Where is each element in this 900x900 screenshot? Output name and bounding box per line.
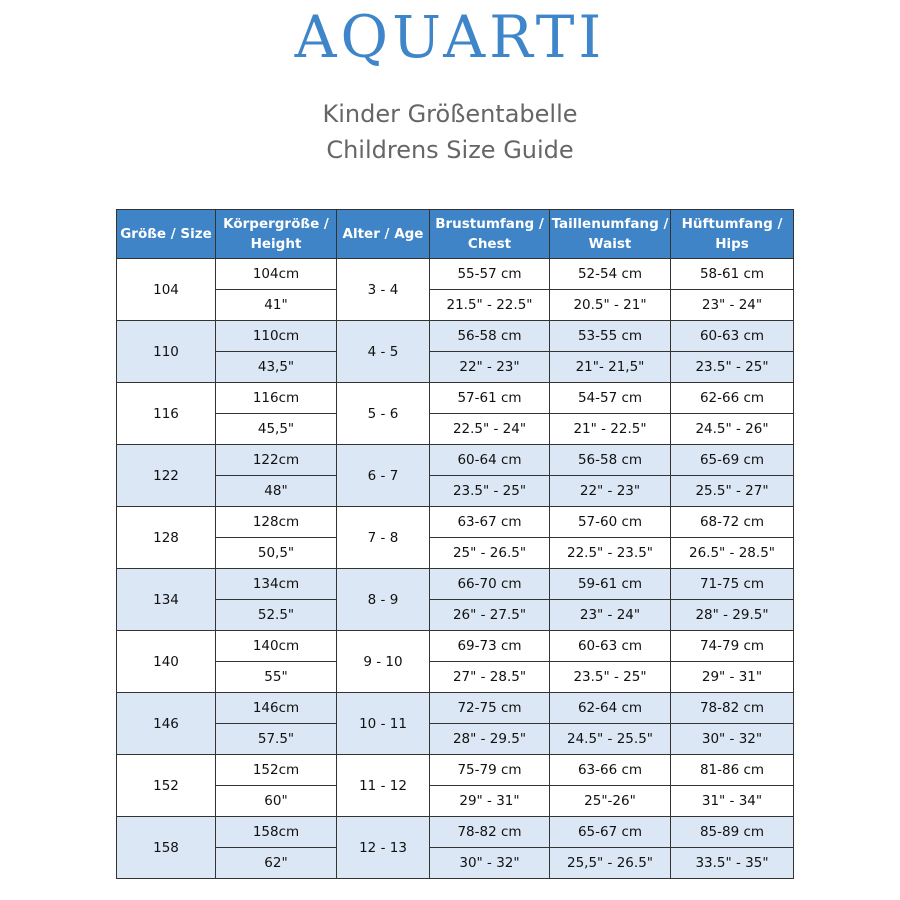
waist-in-cell: 25,5" - 26.5" bbox=[550, 848, 671, 879]
height-cm-cell: 158cm bbox=[216, 817, 337, 848]
chest-in-cell: 21.5" - 22.5" bbox=[430, 290, 550, 321]
brand-logo: AQUARTI bbox=[294, 3, 606, 71]
table-row bbox=[117, 724, 794, 755]
table-row bbox=[117, 569, 794, 600]
chest-in-cell: 22.5" - 24" bbox=[430, 414, 550, 445]
waist-in-cell: 23.5" - 25" bbox=[550, 662, 671, 693]
chest-in-cell: 28" - 29.5" bbox=[430, 724, 550, 755]
hips-in-cell: 23" - 24" bbox=[671, 290, 794, 321]
age-cell: 5 - 6 bbox=[337, 383, 430, 445]
waist-in-cell: 24.5" - 25.5" bbox=[550, 724, 671, 755]
hips-cm-cell: 62-66 cm bbox=[671, 383, 794, 414]
header-size: Größe / Size bbox=[117, 210, 216, 259]
table-row bbox=[117, 321, 794, 352]
table-row bbox=[117, 693, 794, 724]
age-cell: 8 - 9 bbox=[337, 569, 430, 631]
height-cm-cell: 104cm bbox=[216, 259, 337, 290]
hips-in-cell: 28" - 29.5" bbox=[671, 600, 794, 631]
size-guide-table bbox=[116, 209, 794, 879]
hips-in-cell: 24.5" - 26" bbox=[671, 414, 794, 445]
height-cm-cell: 110cm bbox=[216, 321, 337, 352]
waist-cm-cell: 53-55 cm bbox=[550, 321, 671, 352]
table-row bbox=[117, 445, 794, 476]
hips-cm-cell: 58-61 cm bbox=[671, 259, 794, 290]
waist-in-cell: 25"-26" bbox=[550, 786, 671, 817]
height-cm-cell: 116cm bbox=[216, 383, 337, 414]
table-row bbox=[117, 259, 794, 290]
waist-in-cell: 21" - 22.5" bbox=[550, 414, 671, 445]
hips-cm-cell: 85-89 cm bbox=[671, 817, 794, 848]
table-row bbox=[117, 848, 794, 879]
height-in-cell: 55" bbox=[216, 662, 337, 693]
age-cell: 10 - 11 bbox=[337, 693, 430, 755]
waist-in-cell: 22" - 23" bbox=[550, 476, 671, 507]
height-in-cell: 50,5" bbox=[216, 538, 337, 569]
chest-in-cell: 23.5" - 25" bbox=[430, 476, 550, 507]
hips-in-cell: 30" - 32" bbox=[671, 724, 794, 755]
age-cell: 3 - 4 bbox=[337, 259, 430, 321]
size-cell: 104 bbox=[117, 259, 216, 321]
hips-in-cell: 29" - 31" bbox=[671, 662, 794, 693]
table-row bbox=[117, 817, 794, 848]
hips-in-cell: 33.5" - 35" bbox=[671, 848, 794, 879]
chest-cm-cell: 56-58 cm bbox=[430, 321, 550, 352]
hips-in-cell: 23.5" - 25" bbox=[671, 352, 794, 383]
height-cm-cell: 128cm bbox=[216, 507, 337, 538]
size-cell: 158 bbox=[117, 817, 216, 879]
waist-cm-cell: 54-57 cm bbox=[550, 383, 671, 414]
chest-cm-cell: 69-73 cm bbox=[430, 631, 550, 662]
title-english: Childrens Size Guide bbox=[326, 136, 574, 164]
hips-in-cell: 26.5" - 28.5" bbox=[671, 538, 794, 569]
height-in-cell: 45,5" bbox=[216, 414, 337, 445]
size-cell: 140 bbox=[117, 631, 216, 693]
height-in-cell: 62" bbox=[216, 848, 337, 879]
size-cell: 152 bbox=[117, 755, 216, 817]
size-cell: 122 bbox=[117, 445, 216, 507]
height-cm-cell: 134cm bbox=[216, 569, 337, 600]
age-cell: 6 - 7 bbox=[337, 445, 430, 507]
height-cm-cell: 152cm bbox=[216, 755, 337, 786]
height-in-cell: 48" bbox=[216, 476, 337, 507]
waist-cm-cell: 63-66 cm bbox=[550, 755, 671, 786]
table-row bbox=[117, 476, 794, 507]
chest-in-cell: 26" - 27.5" bbox=[430, 600, 550, 631]
hips-cm-cell: 68-72 cm bbox=[671, 507, 794, 538]
height-cm-cell: 146cm bbox=[216, 693, 337, 724]
table-row bbox=[117, 755, 794, 786]
chest-in-cell: 25" - 26.5" bbox=[430, 538, 550, 569]
table-row bbox=[117, 507, 794, 538]
age-cell: 7 - 8 bbox=[337, 507, 430, 569]
table-row bbox=[117, 600, 794, 631]
hips-in-cell: 25.5" - 27" bbox=[671, 476, 794, 507]
hips-cm-cell: 74-79 cm bbox=[671, 631, 794, 662]
height-in-cell: 60" bbox=[216, 786, 337, 817]
height-in-cell: 52.5" bbox=[216, 600, 337, 631]
age-cell: 4 - 5 bbox=[337, 321, 430, 383]
waist-cm-cell: 65-67 cm bbox=[550, 817, 671, 848]
table-row bbox=[117, 662, 794, 693]
header-height: Körpergröße / Height bbox=[216, 210, 337, 259]
chest-cm-cell: 75-79 cm bbox=[430, 755, 550, 786]
chest-cm-cell: 60-64 cm bbox=[430, 445, 550, 476]
size-cell: 146 bbox=[117, 693, 216, 755]
chest-in-cell: 30" - 32" bbox=[430, 848, 550, 879]
hips-cm-cell: 60-63 cm bbox=[671, 321, 794, 352]
table-row bbox=[117, 538, 794, 569]
hips-cm-cell: 65-69 cm bbox=[671, 445, 794, 476]
size-cell: 110 bbox=[117, 321, 216, 383]
waist-cm-cell: 62-64 cm bbox=[550, 693, 671, 724]
table-row bbox=[117, 383, 794, 414]
waist-in-cell: 23" - 24" bbox=[550, 600, 671, 631]
header-chest: Brustumfang / Chest bbox=[430, 210, 550, 259]
hips-cm-cell: 78-82 cm bbox=[671, 693, 794, 724]
chest-in-cell: 27" - 28.5" bbox=[430, 662, 550, 693]
age-cell: 11 - 12 bbox=[337, 755, 430, 817]
table-body bbox=[117, 259, 794, 879]
chest-cm-cell: 78-82 cm bbox=[430, 817, 550, 848]
table-row bbox=[117, 352, 794, 383]
waist-in-cell: 20.5" - 21" bbox=[550, 290, 671, 321]
chest-cm-cell: 55-57 cm bbox=[430, 259, 550, 290]
table-header-row bbox=[117, 210, 794, 259]
hips-cm-cell: 81-86 cm bbox=[671, 755, 794, 786]
chest-cm-cell: 72-75 cm bbox=[430, 693, 550, 724]
header-hips: Hüftumfang / Hips bbox=[671, 210, 794, 259]
header-waist: Taillenumfang / Waist bbox=[550, 210, 671, 259]
waist-cm-cell: 60-63 cm bbox=[550, 631, 671, 662]
waist-cm-cell: 59-61 cm bbox=[550, 569, 671, 600]
size-cell: 134 bbox=[117, 569, 216, 631]
chest-cm-cell: 66-70 cm bbox=[430, 569, 550, 600]
table-row bbox=[117, 631, 794, 662]
height-in-cell: 41" bbox=[216, 290, 337, 321]
height-cm-cell: 140cm bbox=[216, 631, 337, 662]
table-row bbox=[117, 414, 794, 445]
height-cm-cell: 122cm bbox=[216, 445, 337, 476]
chest-in-cell: 22" - 23" bbox=[430, 352, 550, 383]
waist-cm-cell: 56-58 cm bbox=[550, 445, 671, 476]
height-in-cell: 43,5" bbox=[216, 352, 337, 383]
age-cell: 9 - 10 bbox=[337, 631, 430, 693]
table-row bbox=[117, 290, 794, 321]
title-german: Kinder Größentabelle bbox=[322, 100, 578, 128]
waist-in-cell: 22.5" - 23.5" bbox=[550, 538, 671, 569]
table-row bbox=[117, 786, 794, 817]
hips-in-cell: 31" - 34" bbox=[671, 786, 794, 817]
height-in-cell: 57.5" bbox=[216, 724, 337, 755]
chest-cm-cell: 57-61 cm bbox=[430, 383, 550, 414]
waist-cm-cell: 57-60 cm bbox=[550, 507, 671, 538]
waist-cm-cell: 52-54 cm bbox=[550, 259, 671, 290]
chest-in-cell: 29" - 31" bbox=[430, 786, 550, 817]
size-cell: 128 bbox=[117, 507, 216, 569]
header-age: Alter / Age bbox=[337, 210, 430, 259]
age-cell: 12 - 13 bbox=[337, 817, 430, 879]
hips-cm-cell: 71-75 cm bbox=[671, 569, 794, 600]
size-cell: 116 bbox=[117, 383, 216, 445]
chest-cm-cell: 63-67 cm bbox=[430, 507, 550, 538]
waist-in-cell: 21"- 21,5" bbox=[550, 352, 671, 383]
